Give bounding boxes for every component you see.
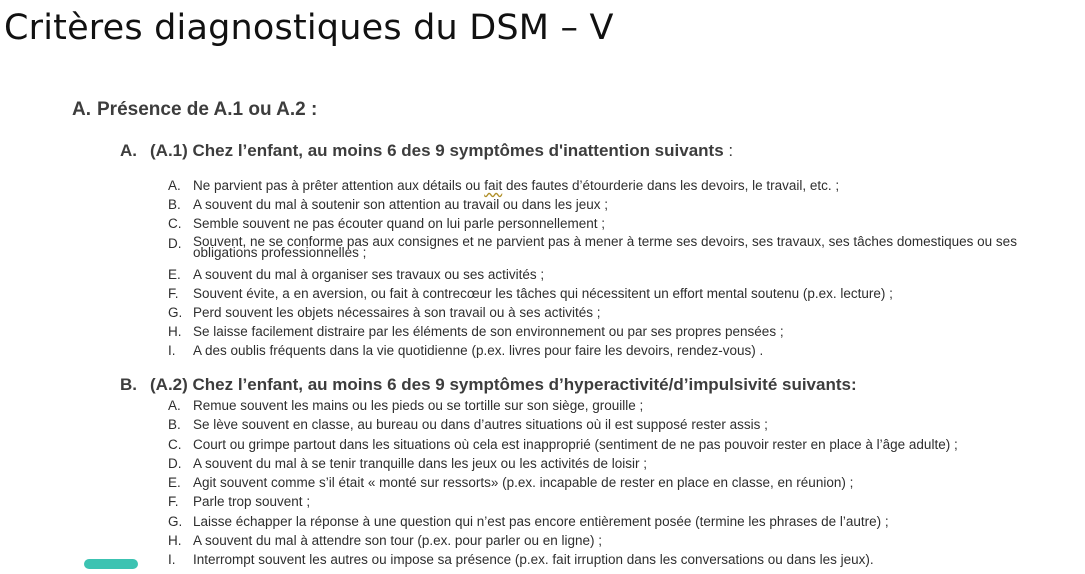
criterion-letter: A. [168,178,181,193]
criterion-a2-g [168,514,1077,533]
criterion-text: Laisse échapper la réponse à une question qui n’est pas encore entièrement posée (termine les phrases de l’autre) ; [193,513,889,529]
criterion-letter: H. [168,533,182,549]
section-a-marker: A. [72,99,91,120]
criterion-letter: F. [168,494,179,510]
criterion-letter: E. [168,475,181,491]
criterion-text: Souvent évite, a en aversion, ou fait à contrecœur les tâches qui nécessitent un effort mental soutenu (p.ex. lecture) ; [193,285,893,301]
criterion-letter: G. [168,304,183,320]
highlighter-mark [84,559,138,569]
criterion-text-part: des fautes d’étourderie dans les devoirs, le travail, etc. ; [502,178,840,193]
criterion-text: A des oublis fréquents dans la vie quotidienne (p.ex. livres pour faire les devoirs, rendez-vous) . [193,343,764,359]
subsection-a1-marker: A. [120,141,137,160]
criterion-a2-i [168,552,1077,571]
section-a-text: Présence de A.1 ou A.2 : [97,99,318,120]
criterion-letter: B. [168,197,181,213]
subsection-a2-text: (A.2) Chez l’enfant, au moins 6 des 9 symptômes d’hyperactivité/d’impulsivité suivants: [150,375,857,394]
criterion-letter: H. [168,324,182,340]
criterion-a2-e [168,475,1077,494]
criterion-letter: A. [168,398,181,413]
criterion-letter: F. [168,285,179,301]
criterion-a1-c [168,216,1077,235]
spellcheck-flagged-word: fait [484,178,503,193]
criterion-a1-f [168,286,1077,305]
subsection-a2-marker: B. [120,375,137,394]
criterion-text: Court ou grimpe partout dans les situations où cela est inapproprié (sentiment de ne pas pouvoir rester en place à l’âge adulte) ; [193,436,958,452]
criterion-text-part: Ne parvient pas à prêter attention aux détails ou [193,178,485,193]
criterion-letter: E. [168,266,181,282]
criterion-a2-d [168,456,1077,475]
criterion-letter: C. [168,216,182,232]
subsection-a1-text: (A.1) Chez l’enfant, au moins 6 des 9 symptômes d'inattention suivants [150,141,724,160]
criterion-text: Souvent, ne se conforme pas aux consignes et ne parvient pas à mener à terme ses devoirs, ses travaux, ses tâches domestiques ou ses obligations professionnelles ; [193,233,1017,260]
criterion-text: Se lève souvent en classe, au bureau ou dans d’autres situations où il est supposé rester assis ; [193,417,768,433]
criterion-a1-e [168,267,1077,286]
subsection-a1-heading [120,141,733,161]
section-a-heading [72,99,317,121]
criterion-letter: G. [168,513,183,529]
criterion-letter: C. [168,436,182,452]
criterion-letter: B. [168,417,181,433]
subsection-a1-tail: : [723,141,734,160]
criterion-text: Perd souvent les objets nécessaires à son travail ou à ses activités ; [193,304,601,320]
criterion-a1-g [168,305,1077,324]
criterion-a1-b [168,197,1077,216]
criterion-a1-h [168,324,1077,343]
criterion-text: Agit souvent comme s’il était « monté sur ressorts» (p.ex. incapable de rester en place en classe, en réunion) ; [193,475,854,491]
criterion-text [193,178,1077,197]
criterion-a2-b [168,417,1077,436]
criterion-a2-f [168,494,1077,513]
criterion-letter: I. [168,552,176,568]
hyperactivity-criteria-list [168,398,1077,572]
inattention-criteria-list [168,178,1077,363]
criterion-text: A souvent du mal à soutenir son attention au travail ou dans les jeux ; [193,197,609,213]
criterion-text: Se laisse facilement distraire par les éléments de son environnement ou par ses propres pensées ; [193,324,784,340]
subsection-a2-heading [120,375,857,395]
criterion-text: A souvent du mal à se tenir tranquille dans les jeux ou les activités de loisir ; [193,455,647,471]
criterion-letter: I. [168,343,176,359]
criterion-a2-a [168,398,1077,417]
criterion-a1-a [168,178,1077,197]
criterion-a2-c [168,437,1077,456]
criterion-a2-h [168,533,1077,552]
criterion-text: Parle trop souvent ; [193,494,311,510]
criterion-letter: D. [168,455,182,471]
criterion-text: Semble souvent ne pas écouter quand on lui parle personnellement ; [193,216,606,232]
criterion-letter: D. [168,235,182,251]
criterion-text: Interrompt souvent les autres ou impose sa présence (p.ex. fait irruption dans les conversations ou dans les jeux). [193,552,874,568]
slide-title: Critères diagnostiques du DSM – V [4,8,614,48]
criterion-text: A souvent du mal à organiser ses travaux ou ses activités ; [193,266,545,282]
criterion-text: Remue souvent les mains ou les pieds ou se tortille sur son siège, grouille ; [193,398,644,413]
criterion-a1-i [168,343,1077,362]
criterion-text: A souvent du mal à attendre son tour (p.ex. pour parler ou en ligne) ; [193,533,602,549]
criterion-a1-d [168,233,1077,267]
